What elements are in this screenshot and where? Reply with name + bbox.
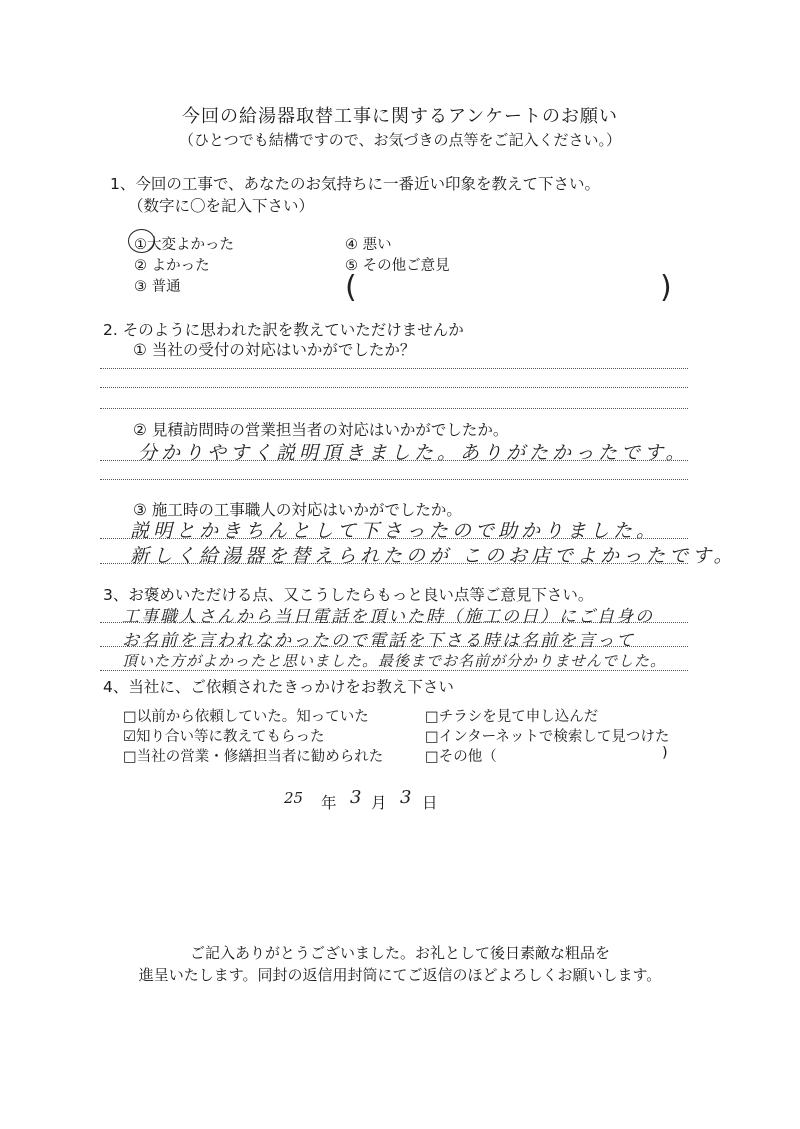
q2-sub3: ③ 施工時の工事職人の対応はいかがでしたか。: [133, 501, 462, 519]
q2-sub3-answer-line2: 新しく給湯器を替えられたのが このお店でよかったです。: [130, 545, 737, 567]
q4-option-other[interactable]: □その他（: [425, 749, 497, 765]
q1-other-paren-open: (: [345, 270, 357, 305]
answer-line: [100, 479, 688, 480]
date-year-value: 25: [284, 789, 304, 807]
q1-other-paren-close: ): [660, 270, 672, 305]
date-year-label: 年: [321, 794, 337, 812]
q3-answer-line3: 頂いた方がよかったと思いました。最後までお名前が分かりませんでした。: [122, 652, 667, 670]
date-month-value: 3: [350, 787, 362, 808]
date-day-value: 3: [400, 787, 412, 808]
answer-line: [100, 622, 688, 623]
q4-option-sales-rep[interactable]: □当社の営業・修繕担当者に勧められた: [123, 749, 384, 765]
q1-option-5[interactable]: ⑤ その他ご意見: [345, 258, 450, 274]
q4-option-known[interactable]: □以前から依頼していた。知っていた: [123, 709, 369, 725]
answer-line: [100, 368, 688, 369]
q3-question: 3、お褒めいただける点、又こうしたらもっと良い点等ご意見下さい。: [103, 586, 594, 604]
q4-option-referral[interactable]: ☑知り合い等に教えてもらった: [123, 729, 325, 745]
q1-option-4[interactable]: ④ 悪い: [345, 237, 392, 253]
q1-instruction: （数字に〇を記入下さい）: [128, 197, 315, 215]
answer-line: [100, 670, 688, 671]
q4-option-internet[interactable]: □インターネットで検索して見つけた: [425, 729, 670, 745]
q3-answer-line2: お名前を言われなかったので電話を下さる時は名前を言って: [122, 631, 635, 651]
answer-line: [100, 538, 688, 539]
footer-line1: ご記入ありがとうございました。お礼として後日素敵な粗品を: [189, 944, 610, 962]
q4-question: 4、当社に、ご依頼されたきっかけをお教え下さい: [103, 678, 454, 696]
q2-sub3-answer-line1: 説明とかきちんとして下さったので助かりました。: [130, 520, 660, 542]
q1-question: 1、今回の工事で、あなたのお気持ちに一番近い印象を教えて下さい。: [110, 175, 601, 193]
q1-option-1[interactable]: ①大変よかった: [134, 237, 234, 253]
q4-other-paren-close: ): [662, 745, 668, 761]
answer-line: [100, 460, 688, 461]
answer-line: [100, 563, 688, 564]
q2-sub2: ② 見積訪問時の営業担当者の対応はいかがでしたか。: [133, 421, 509, 439]
q1-option-3[interactable]: ③ 普通: [134, 279, 181, 295]
q2-sub2-answer: 分かりやすく説明頂きました。ありがたかったです。: [138, 442, 689, 464]
q1-option-2[interactable]: ② よかった: [134, 258, 210, 274]
answer-line: [100, 387, 688, 388]
page-subtitle: （ひとつでも結構ですので、お気づきの点等をご記入ください。）: [179, 131, 621, 149]
answer-line: [100, 408, 688, 409]
q2-question: 2. そのように思われた訳を教えていただけませんか: [103, 321, 464, 339]
q4-option-flyer[interactable]: □チラシを見て申し込んだ: [425, 709, 599, 725]
footer-line2: 進呈いたします。同封の返信用封筒にてご返信のほどよろしくお願いします。: [138, 966, 662, 984]
q3-answer-line1: 工事職人さんから当日電話を頂いた時（施工の日）にご自身の: [122, 607, 654, 627]
date-day-label: 日: [422, 794, 438, 812]
q2-sub1: ① 当社の受付の対応はいかがでしたか？: [133, 341, 416, 359]
date-month-label: 月: [371, 794, 387, 812]
answer-line: [100, 646, 688, 647]
page-title: 今回の給湯器取替工事に関するアンケートのお願い: [182, 106, 618, 127]
